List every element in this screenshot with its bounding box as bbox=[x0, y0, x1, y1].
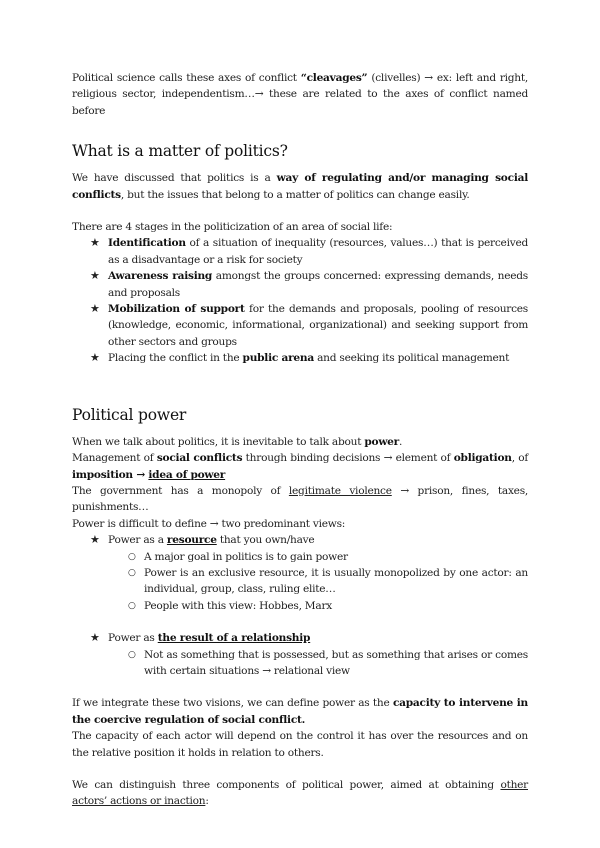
stage-term: Identification bbox=[108, 237, 186, 250]
social-conflicts-term: social conflicts bbox=[156, 452, 243, 465]
relationship-term: the result of a relationship bbox=[157, 632, 311, 645]
capacity-paragraph: The capacity of each actor will depend on the control it has over the resources and on the relative position it holds in relation to others. bbox=[72, 730, 528, 759]
list-item bbox=[72, 268, 528, 301]
line2-text-c: through binding decisions → element of bbox=[242, 452, 454, 465]
stage-term: public arena bbox=[242, 352, 314, 365]
list-item bbox=[72, 235, 528, 268]
section1-p1-text-c: , but the issues that belong to a matter of politics can change easily. bbox=[120, 188, 470, 201]
stage-text: of a situation of inequality (resources, values…) that is perceived as a disadvantage or a risk for society bbox=[108, 237, 528, 266]
imposition-term: imposition bbox=[72, 468, 133, 481]
components-text-c: : bbox=[205, 795, 209, 808]
subitem-text: Power is an exclusive resource, it is usually monopolized by one actor: an individual, group, class, ruling elite… bbox=[144, 566, 528, 596]
intro-paragraph bbox=[72, 70, 528, 119]
section-heading-political-power: Political power bbox=[72, 405, 187, 424]
other-actors-term: other actors’ actions or inaction bbox=[72, 779, 528, 808]
stage-pre-text: Placing the conflict in the bbox=[108, 352, 243, 365]
stage-term: Awareness raising bbox=[108, 270, 213, 283]
stage-term: Mobilization of support bbox=[108, 303, 245, 316]
legitimate-violence-term: legitimate violence bbox=[288, 484, 392, 497]
star-bullet-icon: ★ bbox=[90, 302, 100, 316]
stage-text: and seeking its political management bbox=[314, 352, 510, 365]
stage-text: for the demands and proposals, pooling of resources (knowledge, economic, informational, organizational) and seeking support from other sectors and groups bbox=[108, 303, 528, 348]
line1-text-a: When we talk about politics, it is inevitable to talk about bbox=[72, 435, 365, 448]
stages-list bbox=[72, 235, 528, 366]
subitem-text: A major goal in politics is to gain power bbox=[144, 550, 348, 563]
components-text-a: We can distinguish three components of political power, aimed at obtaining bbox=[72, 779, 501, 791]
resource-term: resource bbox=[166, 534, 217, 547]
section1-p1-bold: way of regulating and/or managing social conflicts bbox=[72, 172, 528, 201]
view2-sublist bbox=[72, 647, 528, 680]
circle-bullet-icon: ○ bbox=[128, 567, 136, 578]
power-line-4: Power is difficult to define → two predominant views: bbox=[72, 517, 346, 530]
subitem-text: People with this view: Hobbes, Marx bbox=[144, 599, 332, 612]
list-item bbox=[72, 301, 528, 350]
view2-text-a: Power as bbox=[108, 632, 158, 645]
intro-text-c: (clivelles) → ex: left and right, religious sector, independentism…→ these are related to the axes of conflict named before bbox=[72, 72, 529, 117]
power-line-1 bbox=[72, 434, 528, 450]
line2-text-e: , of bbox=[511, 452, 529, 465]
cleavages-term: “cleavages” bbox=[300, 72, 368, 84]
view1-text-a: Power as a bbox=[108, 534, 167, 547]
section-heading-matter-of-politics: What is a matter of politics? bbox=[72, 142, 288, 161]
section1-paragraph-2: There are 4 stages in the politicization of an area of social life: bbox=[72, 221, 393, 234]
star-bullet-icon: ★ bbox=[90, 533, 100, 547]
circle-bullet-icon: ○ bbox=[128, 600, 136, 611]
view1-sublist bbox=[72, 549, 528, 615]
list-item bbox=[72, 565, 528, 598]
subitem-text: Not as something that is possessed, but as something that arises or comes with certain situations → relational view bbox=[144, 648, 528, 677]
circle-bullet-icon: ○ bbox=[128, 649, 136, 660]
star-bullet-icon: ★ bbox=[90, 631, 100, 645]
power-line-3 bbox=[72, 483, 528, 516]
line2-text-a: Management of bbox=[72, 452, 157, 465]
star-bullet-icon: ★ bbox=[90, 236, 100, 250]
list-item bbox=[72, 647, 528, 680]
arrow-text: → bbox=[132, 468, 149, 481]
star-bullet-icon: ★ bbox=[90, 351, 100, 365]
list-item bbox=[72, 549, 528, 565]
intro-text-a: Political science calls these axes of conflict bbox=[72, 72, 301, 84]
line1-text-c: . bbox=[399, 435, 403, 448]
views-list-1 bbox=[72, 532, 528, 548]
obligation-term: obligation bbox=[453, 452, 512, 465]
circle-bullet-icon: ○ bbox=[128, 551, 136, 562]
section1-paragraph-1 bbox=[72, 170, 528, 203]
section1-p1-text-a: We have discussed that politics is a bbox=[72, 172, 277, 185]
integrate-paragraph bbox=[72, 695, 528, 728]
power-term: power bbox=[364, 435, 400, 448]
components-paragraph bbox=[72, 777, 528, 810]
list-item bbox=[72, 350, 528, 366]
idea-of-power-term: idea of power bbox=[148, 468, 226, 481]
line3-text-c: → prison, fines, taxes, punishments… bbox=[72, 484, 528, 514]
star-bullet-icon: ★ bbox=[90, 269, 100, 283]
stage-text: amongst the groups concerned: expressing demands, needs and proposals bbox=[108, 270, 528, 299]
integrate-text-a: If we integrate these two visions, we can define power as the bbox=[72, 697, 393, 710]
views-list-2 bbox=[72, 630, 528, 646]
line3-text-a: The government has a monopoly of bbox=[72, 484, 289, 497]
power-line-2 bbox=[72, 450, 528, 483]
list-item bbox=[72, 532, 528, 548]
view1-text-c: that you own/have bbox=[216, 534, 315, 547]
list-item bbox=[72, 598, 528, 614]
capacity-definition-term: capacity to intervene in the coercive regulation of social conflict. bbox=[72, 697, 528, 726]
list-item bbox=[72, 630, 528, 646]
